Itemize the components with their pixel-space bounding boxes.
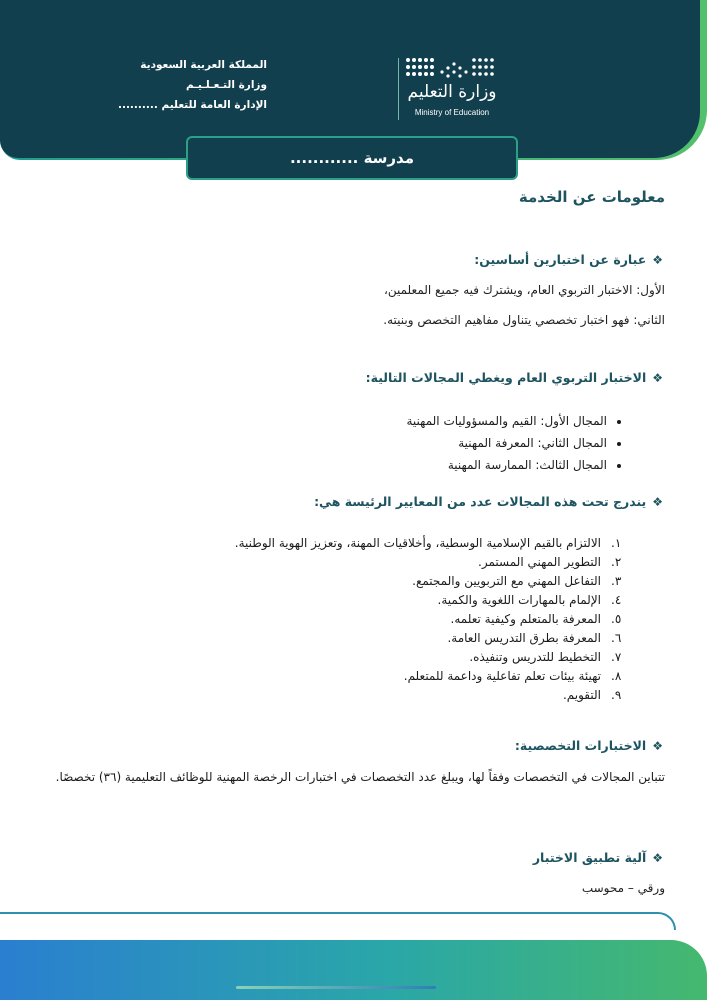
- item-text: التقويم.: [562, 688, 601, 702]
- list-item: [235, 648, 625, 667]
- list-item: [235, 686, 625, 705]
- item-number: ٨.: [611, 669, 622, 683]
- country-line: المملكة العربية السعودية: [140, 59, 267, 71]
- item-number: ٤.: [611, 593, 622, 607]
- item-text: الإلمام بالمهارات اللغوية والكمية.: [437, 593, 601, 607]
- section-heading-specialized: [515, 738, 663, 753]
- item-text: التطوير المهني المستمر.: [478, 555, 601, 569]
- section-heading-mechanism: [533, 850, 663, 865]
- ministry-text-block: [67, 55, 267, 115]
- logo-english-text: Ministry of Education: [414, 108, 490, 117]
- item-text: المعرفة بالمتعلم وكيفية تعلمه.: [450, 612, 601, 626]
- item-number: ٧.: [611, 650, 622, 664]
- item-number: ١.: [611, 536, 622, 550]
- diamond-bullet-icon: ❖: [652, 850, 663, 865]
- school-name-box: مدرسة ............: [186, 136, 518, 180]
- ministry-line: وزارة التـعـلـيـم: [186, 79, 267, 91]
- mechanism-text: ورقي – محوسب: [581, 881, 665, 895]
- general-domains-list: [407, 410, 626, 476]
- standards-list: [235, 534, 625, 705]
- section-heading-text: آلية تطبيق الاختبار: [532, 850, 647, 865]
- item-text: التفاعل المهني مع التربويين والمجتمع.: [412, 574, 601, 588]
- tests-line-1: الأول: الاختبار التربوي العام، ويشترك فيه جميع المعلمين،: [383, 283, 665, 297]
- item-number: ٢.: [611, 555, 622, 569]
- section-heading-general: [366, 370, 663, 385]
- directorate-line: الإدارة العامة للتعليم ..........: [117, 99, 267, 111]
- list-item: • المجال الأول: القيم والمسؤوليات المهنية: [407, 410, 608, 432]
- diamond-bullet-icon: ❖: [652, 738, 663, 753]
- ministry-logo: [404, 52, 500, 122]
- tests-line-2: الثاني: فهو اختبار تخصصي يتناول مفاهيم التخصص وبنيته.: [383, 313, 665, 327]
- item-text: التخطيط للتدريس وتنفيذه.: [469, 650, 601, 664]
- list-item: • المجال الثاني: المعرفة المهنية: [407, 432, 608, 454]
- section-heading-standards: [314, 494, 663, 509]
- specialized-paragraph: تتباين المجالات في التخصصات وفقاً لها، ويبلغ عدد التخصصات في اختبارات الرخصة المهنية للوظائف التعليمية (٣٦) تخصصًا.: [55, 770, 665, 784]
- section-heading-text: الاختبارات التخصصية:: [514, 738, 647, 753]
- list-item: [235, 553, 625, 572]
- item-text: الالتزام بالقيم الإسلامية الوسطية، وأخلاقيات المهنة، وتعزيز الهوية الوطنية.: [234, 536, 601, 550]
- list-item: • المجال الثالث: الممارسة المهنية: [407, 454, 608, 476]
- header-divider: [398, 58, 399, 120]
- list-item: [235, 534, 625, 553]
- item-number: ٩.: [611, 688, 622, 702]
- footer-separator-line: [0, 912, 676, 930]
- page-title: معلومات عن الخدمة: [518, 188, 665, 206]
- item-number: ٥.: [611, 612, 622, 626]
- section-heading-text: يندرج تحت هذه المجالات عدد من المعايير الرئيسة هي:: [314, 494, 647, 509]
- item-text: تهيئة بيئات تعلم تفاعلية وداعمة للمتعلم.: [403, 669, 601, 683]
- page-footer: [0, 940, 707, 1000]
- list-item: [235, 629, 625, 648]
- item-number: ٣.: [611, 574, 622, 588]
- footer-accent-strip: [236, 986, 436, 989]
- logo-arabic-text: وزارة التعليم: [407, 82, 497, 102]
- section-heading-text: عبارة عن اختبارين أساسين:: [474, 252, 647, 267]
- list-item: [235, 591, 625, 610]
- section-heading-tests: [474, 252, 663, 267]
- section-heading-text: الاختبار التربوي العام ويغطي المجالات التالية:: [365, 370, 647, 385]
- item-text: المعرفة بطرق التدريس العامة.: [447, 631, 601, 645]
- diamond-bullet-icon: ❖: [652, 252, 663, 267]
- list-item: [235, 610, 625, 629]
- list-item: [235, 572, 625, 591]
- diamond-bullet-icon: ❖: [652, 494, 663, 509]
- diamond-bullet-icon: ❖: [652, 370, 663, 385]
- logo-dots-icon: [404, 54, 496, 82]
- page-header: [0, 0, 707, 167]
- item-number: ٦.: [611, 631, 622, 645]
- list-item: [235, 667, 625, 686]
